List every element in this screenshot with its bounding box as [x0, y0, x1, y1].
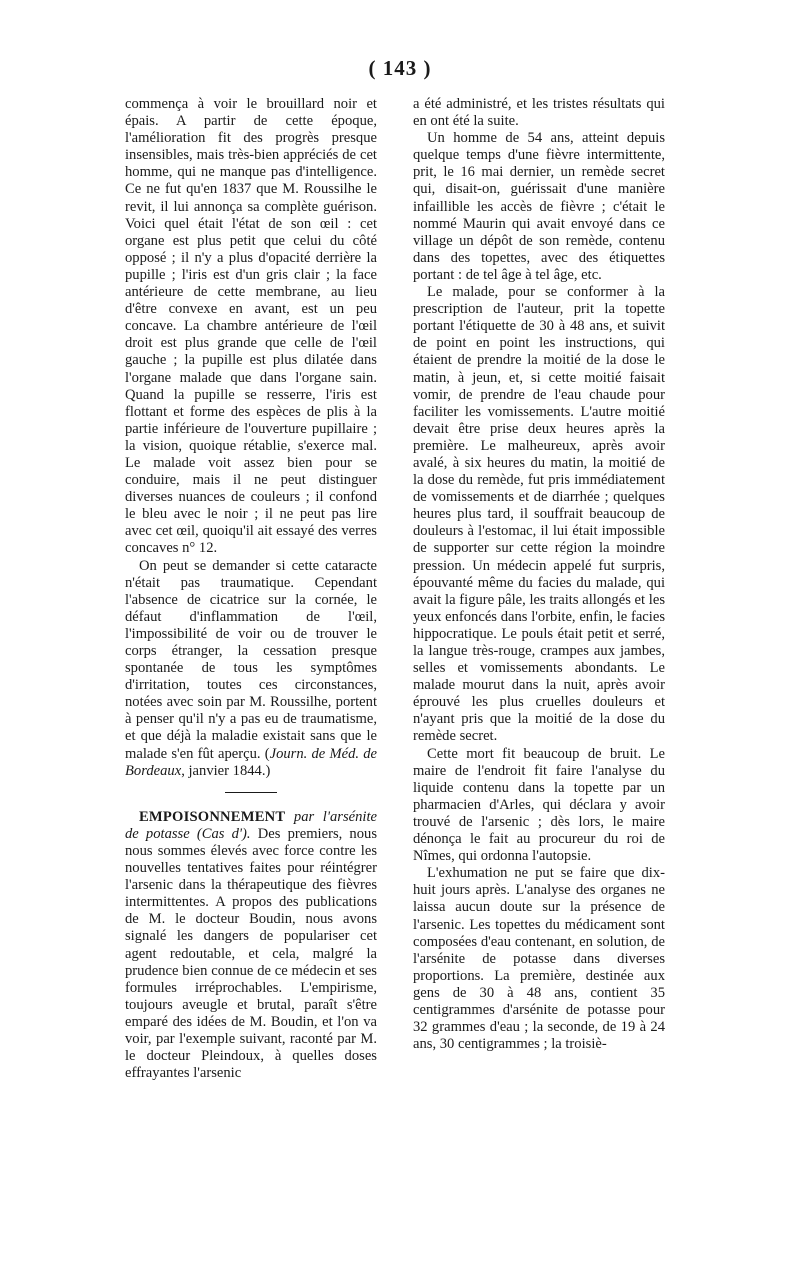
paragraph [125, 558, 377, 780]
paragraph: Un homme de 54 ans, atteint depuis quelque temps d'une fièvre intermittente, prit, le 16 mai dernier, un remède secret qui, disait-on, guérissait d'une manière infaillible les accès de fièvre ; c'était le nommé Maurin qui avait envoyé dans ce village un dépôt de son remède, contenu dans des topettes, avec des étiquettes portant : de tel âge à tel âge, etc. [413, 130, 665, 283]
right-column [413, 96, 665, 1053]
section-divider [225, 792, 277, 793]
article-heading: EMPOISONNEMENT [139, 808, 286, 825]
citation-date: , janvier 1844.) [181, 762, 271, 779]
paragraph: a été administré, et les tristes résultats qui en ont été la suite. [413, 96, 665, 130]
article-paragraph [125, 809, 377, 1083]
paragraph-text: Des premiers, nous nous sommes élevés avec force contre les nouvelles tentatives faites pour réintégrer l'arsenic dans la thérapeutique des fièvres intermittentes. A propos des publications de M. le docteur Boudin, nous avons signalé les dangers de populariser cet agent redoutable, et cela, malgré la prudence bien connue de ce médecin et ses formules irréprochables. L'empirisme, toujours aveugle et brutal, paraît s'être emparé des idées de M. Boudin, et l'on va voir, par l'exemple suivant, raconté par M. le docteur Pleindoux, à quelles doses effrayantes l'arsenic [125, 825, 378, 1082]
page-number: ( 143 ) [368, 56, 432, 80]
paragraph: commença à voir le brouillard noir et épais. A partir de cette époque, l'amélioration fit des progrès presque insensibles, mais très-bien appréciés de cet homme, qui ne manque pas d'intelligence. Ce ne fut qu'en 1837 que M. Roussilhe le revit, il lui annonça sa complète guérison. Voici quel était l'état de son œil : cet organe est plus petit que celui du côté opposé ; il n'y a plus d'opacité derrière la pupille ; l'iris est d'un gris clair ; la face antérieure de cette membrane, au lieu d'être convexe en avant, est un peu concave. La chambre antérieure de l'œil droit est plus grande que celle de l'œil gauche ; la pupille est plus dilatée dans l'organe malade que dans l'organe sain. Quand la pupille se resserre, l'iris est flottant et forme des espèces de plis à la partie inférieure de l'ouverture pupillaire ; la vision, quoique rétablie, s'exerce mal. Le malade voit assez bien pour se conduire, mais il ne peut distinguer diverses nuances de couleurs ; il confond le bleu avec le noir ; il ne peut pas lire avec cet œil, quoiqu'il ait essayé des verres concaves n° 12. [125, 96, 377, 557]
left-column [125, 96, 377, 1082]
paragraph-text: On peut se demander si cette cataracte n'était pas traumatique. Cependant l'absence de cicatrice sur la cornée, le défaut d'inflammation de l'œil, l'impossibilité de voir ou de trouver le corps étranger, la cessation presque spontanée de tous les symptômes d'irritation, toutes ces circonstances, notées avec soin par M. Roussilhe, portent à penser qu'il n'y a pas eu de traumatisme, et que déjà la maladie existait sans que le malade s'en fût aperçu. ( [125, 557, 377, 762]
paragraph: Cette mort fit beaucoup de bruit. Le maire de l'endroit fit faire l'analyse du liquide contenu dans la topette par un pharmacien d'Arles, qui déclara y avoir trouvé de l'arsenic ; dès lors, le maire dénonça le fait au procureur du roi de Nîmes, qui ordonna l'autopsie. [413, 745, 665, 865]
paragraph: Le malade, pour se conformer à la prescription de l'auteur, prit la topette portant l'étiquette de 30 à 48 ans, et suivit de point en point les instructions, qui étaient de prendre la moitié de la dose le matin, à jeun, et, si cette moitié faisait vomir, de prendre de l'eau chaude pour faciliter les vomissements. L'autre moitié devait être prise deux heures après la première. Le malheureux, après avoir avalé, à six heures du matin, la moitié de la dose du remède, fut pris immédiatement de vomissements et de diarrhée ; quelques heures plus tard, il souffrait beaucoup de douleurs à l'estomac, il lui était impossible de supporter sur cette région la moindre pression. Un médecin appelé fut surpris, épouvanté même du facies du malade, qui avait la figure pâle, les traits allongés et les yeux enfoncés dans l'orbite, enfin, le facies hippocratique. Le pouls était petit et serré, la langue très-rouge, crampes aux jambes, selles et vomissements abondants. Le malade mourut dans la nuit, après avoir éprouvé les plus cruelles douleurs et n'ayant pris que la moitié de la dose du remède secret. [413, 284, 665, 745]
article-subheading: par l'arsénite de potasse (Cas d'). [125, 808, 377, 842]
paragraph: L'exhumation ne put se faire que dix-huit jours après. L'analyse des organes ne laissa aucun doute sur la présence de l'arsenic. Les topettes du médicament sont composées d'eau contenant, en solution, de l'arsénite de potasse dans diverses proportions. La première, destinée aux gens de 30 à 48 ans, contient 35 centigrammes d'arsénite de potasse pour 32 grammes d'eau ; la seconde, de 19 à 24 ans, 30 centigrammes ; la troisiè- [413, 865, 665, 1053]
journal-citation: Journ. de Méd. de Bordeaux [125, 745, 377, 779]
